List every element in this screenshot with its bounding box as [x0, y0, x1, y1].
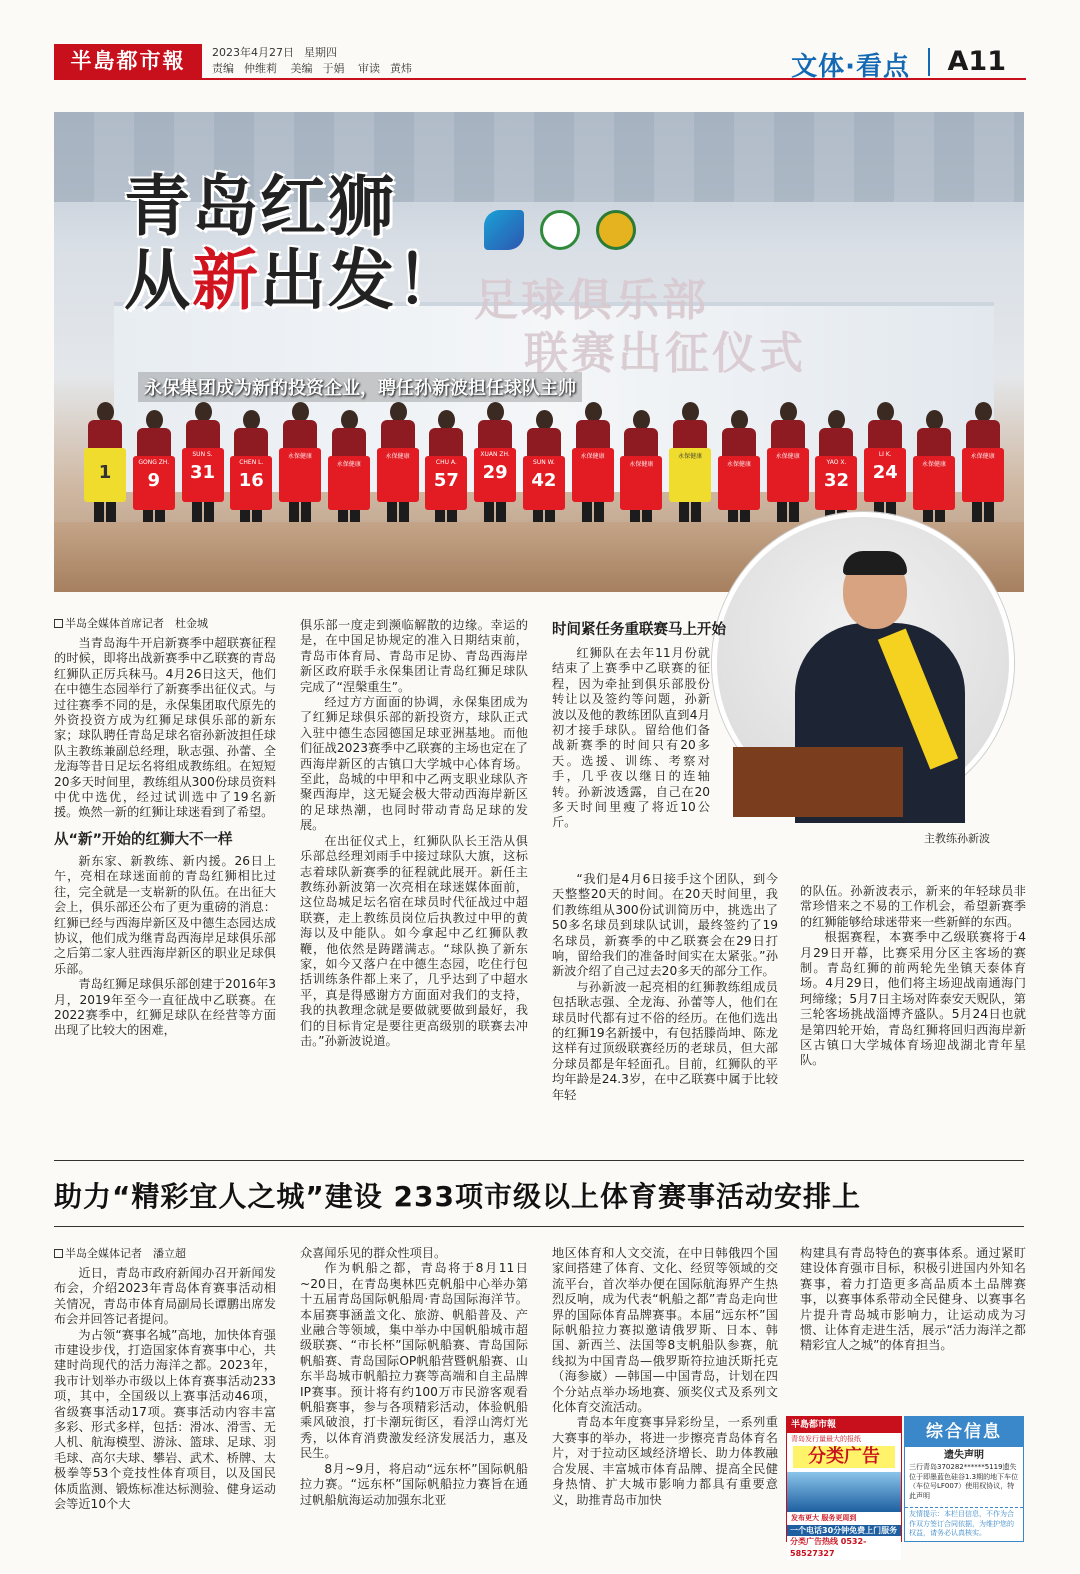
hero-title-line1: 青岛红狮 — [124, 168, 396, 245]
article2-column-1 — [54, 1246, 276, 1546]
article2-column-2 — [300, 1246, 528, 1546]
notice-title: 遗失声明 — [944, 1450, 984, 1461]
jersey-name: 永保健康 — [922, 461, 947, 468]
coach-photo[interactable] — [712, 512, 1016, 852]
article1-paragraph: 俱乐部一度走到濒临解散的边缘。幸运的是，在中国足协规定的准入日期结束前，青岛市体育局、青岛市足协、青岛西海岸新区政府联手永保集团让青岛红狮足球队完成了“涅槃重生”。 — [300, 618, 528, 694]
jersey-number: 9 — [147, 470, 161, 491]
article1-paragraph: 当青岛海牛开启新赛季中超联赛征程的时候，即将出战新赛季中乙联赛的青岛红狮队正厉兵秣马。4月26日这天，他们在中德生态园举行了新赛季出征仪式。与过往赛季不同的是，永保集团取代原先的外资投资方成为红狮足球俱乐部的新东家；球队聘任青岛足球名宿孙新波担任球队主教练兼副总经理，耿志强、孙蕾、全龙海等昔日足坛名将组成教练组。在短短20多天时间里，教练组从300份球员资料中优中选优，经过试训选中了19名新援。焕然一新的红狮让球迷看到了希望。 — [54, 636, 276, 820]
article1-paragraph: 新东家、新教练、新内援。26日上午，亮相在球迷面前的青岛红狮相比过往，完全就是一支崭新的队伍。在出征大会上，俱乐部还公布了更为重磅的消息：红狮已经与西海岸新区及中德生态园达成协议，他们成为继青岛西海岸足球俱乐部之后第二家人驻西海岸新区的职业足球俱乐部。 — [54, 853, 276, 976]
jersey-name: 永保健康 — [288, 453, 313, 460]
issue-weekday: 星期四 — [304, 46, 337, 59]
hero-title-part-b: 出发！ — [260, 242, 464, 319]
jersey — [620, 456, 662, 510]
jersey-name: 永保健康 — [336, 461, 361, 468]
designer-label: 美编 — [290, 62, 313, 75]
article1-paragraph: 根据赛程，本赛季中乙级联赛将于4月29日开幕，比赛采用分区主客场的赛制。青岛红狮的前两轮先坐镇天泰体育场。4月29日，他们将主场迎战南通海门珂缔缘；5月7日主场对阵泰安天贶队，第三轮客场挑战淄博齐盛队。5月24日也就是第四轮开始，青岛红狮将回归西海岸新区古镇口大学城体育场迎战湖北青年星队。 — [800, 930, 1026, 1068]
ad-slogan: 发布更大 服务更周到 — [791, 1514, 857, 1522]
jersey-name: CHEN L. — [239, 459, 264, 466]
article1-column-3b — [552, 872, 778, 1114]
jersey — [182, 448, 224, 502]
player-head — [780, 402, 797, 422]
ad-logo: 半島都市報 — [787, 1417, 901, 1433]
jersey-name: 永保健康 — [775, 453, 800, 460]
jersey — [913, 456, 955, 510]
reviewer-label: 审读 — [358, 62, 380, 75]
jersey-name: YAO X. — [826, 459, 847, 466]
editor-name: 仲维莉 — [244, 62, 277, 75]
player-head — [731, 410, 748, 430]
player-head — [975, 402, 992, 422]
section-name-a: 文体 — [791, 52, 846, 82]
issue-meta — [212, 45, 422, 77]
jersey — [377, 448, 419, 502]
masthead — [54, 44, 1026, 80]
jersey-name: XUAN ZH. — [480, 451, 510, 458]
jersey — [279, 448, 321, 502]
jersey-name: 永保健康 — [629, 461, 654, 468]
jersey-number: 57 — [433, 470, 459, 491]
article2-paragraph: 近日，青岛市政府新闻办召开新闻发布会，介绍2023年青岛体育赛事活动相关情况，青岛市体育局副局长谭鹏出席发布会并回答记者提问。 — [54, 1266, 276, 1327]
byline-square-icon — [54, 619, 63, 628]
article1-column-1 — [54, 616, 276, 1116]
player-head — [243, 410, 260, 430]
player-head — [146, 410, 163, 430]
article2-paragraph: 为占领“赛事名城”高地，加快体育强市建设步伐，打造国家体育赛事中心，共建时尚现代的活力海洋之都。2023年，我市计划举办市级以上体育赛事活动233项，其中，全国级以上赛事活动46项，省级赛事活动17项。赛事活动内容丰富多彩、形式多样，包括：滑冰、滑雪、无人机、航海模型、游泳、篮球、足球、羽毛球、高尔夫球、攀岩、武术、桥牌、太极拳等53个竞技性体育项目，以及国民体质监测、锻炼标准达标测验、健身运动会等近10个大 — [54, 1327, 276, 1512]
article1-subheading-2: 时间紧任务重联赛马上开始 — [552, 622, 726, 638]
jersey-name: LI K. — [878, 451, 892, 458]
player-head — [828, 410, 845, 430]
reviewer-name: 黄炜 — [390, 62, 412, 75]
jersey-name: 永保健康 — [970, 453, 995, 460]
notice-text: 三行青岛370282******5119遗失位于即墨蓝色硅谷1.3期的地下车位（车位号LF007）使用权协议，特此声明 — [909, 1463, 1019, 1500]
ad-title: 分类广告 — [793, 1446, 895, 1468]
jersey-number: 32 — [823, 470, 850, 491]
player-head — [633, 410, 650, 430]
jersey — [328, 456, 370, 510]
coach-photo-circle — [712, 512, 1014, 814]
player-head — [195, 402, 212, 422]
coach-caption: 主教练孙新波 — [924, 832, 990, 845]
divider-top — [54, 1160, 1024, 1161]
hero-subtitle: 永保集团成为新的投资企业，聘任孙新波担任球队主帅 — [138, 372, 582, 402]
classified-ad[interactable] — [786, 1416, 902, 1558]
section-title[interactable] — [791, 46, 910, 83]
jersey-number: 42 — [531, 470, 557, 491]
player-head — [926, 410, 943, 430]
article2-headline[interactable]: 助力“精彩宜人之城”建设 233项市级以上体育赛事活动安排上 — [54, 1180, 862, 1213]
player-head — [97, 402, 114, 422]
designer-name: 于娟 — [322, 62, 345, 75]
article2-paragraph: 作为帆船之都，青岛将于8月11日~20日，在青岛奥林匹克帆船中心举办第十五届青岛国际帆船周·青岛国际海洋节。本届赛事涵盖文化、旅游、帆船普及、产业融合等领域，集中举办中国帆船城市超级联赛、“市长杯”国际帆船赛、青岛国际帆船赛、青岛国际OP帆船营暨帆船赛、山东半岛城市帆船拉力赛等高端和自主品牌IP赛事。预计将有约100万市民游客观看帆船赛事，参与各项精彩活动，体验帆船乘风破浪，打卡潮玩街区，看浮山湾灯光秀，以体育消费激发经济发展活力，惠及民生。 — [300, 1261, 528, 1461]
jersey — [572, 448, 614, 502]
jersey — [425, 456, 467, 510]
player-head — [438, 410, 455, 430]
article2-paragraph: 众喜闻乐见的群众性项目。 — [300, 1246, 447, 1260]
article2-paragraph: 地区体育和人文交流，在中日韩俄四个国家间搭建了体育、文化、经贸等领域的交流平台，首次举办便在国际航海界产生热烈反响，成为代表“帆船之都”青岛走向世界的国际体育品牌赛事。本届“远东杯”国际帆船拉力赛拟邀请俄罗斯、日本、韩国、新西兰、法国等8支帆船队参赛，航线拟为中国青岛—俄罗斯符拉迪沃斯托克（海参崴）—韩国—中国青岛，计划在四个分站点举办场地赛、颁奖仪式及系列文化体育交流活动。 — [552, 1246, 778, 1415]
section-dot: · — [845, 52, 856, 82]
article1-column-2 — [300, 618, 528, 1114]
backdrop-text-1: 足球俱乐部 — [474, 275, 709, 326]
article1-paragraph: 在出征仪式上，红狮队队长王浩从俱乐部总经理刘雨手中接过球队大旗，这标志着球队新赛季的征程就此展开。新任主教练孙新波第一次亮相在球迷媒体面前，这位岛城足坛名宿在球员时代征战过中超联赛，走上教练员岗位后执教过中甲的黄海以及中能队。如今拿起中乙红狮队教鞭，他依然是踌躇满志。“球队换了新东家，如今又落户在中德生态园，吃住行包括训练条件都上来了，几乎达到了中超水平，真是得感谢方方面面对我们的支持，我的执教理念就是要做就要做到最好，我们的目标肯定是要往更高级别的联赛去冲击。”孙新波说道。 — [300, 833, 528, 1048]
article2-paragraph: 青岛本年度赛事异彩纷呈，一系列重大赛事的举办，将进一步擦亮青岛体育名片，对于拉动区域经济增长、助力体教融合发展、丰富城市体育品牌、提高全民健身热情、扩大城市影响力都具有重要意义，助推青岛市加快 — [552, 1415, 778, 1507]
article1-paragraph: “我们是4月6日接手这个团队，到今天整整20天的时间。在20天时间里，我们教练组从300份试训简历中，挑选出了50多名球员到球队试训，最终签约了19名球员，新赛季的中乙联赛会在29日打响，留给我们的准备时间实在太紧张。”孙新波介绍了自己过去20多天的部分工作。 — [552, 872, 778, 979]
article2-paragraph: 8月~9月，将启动“远东杯”国际帆船拉力赛。“远东杯”国际帆船拉力赛旨在通过帆船航海运动加强东北亚 — [300, 1461, 528, 1507]
podium — [733, 747, 903, 817]
sponsor-logos — [484, 210, 636, 250]
info-box-header: 综合信息 — [905, 1417, 1023, 1447]
jersey — [718, 456, 760, 510]
player-head — [877, 402, 894, 422]
jersey — [84, 448, 126, 502]
article1-byline-text: 半岛全媒体首席记者 杜金城 — [65, 617, 208, 630]
jersey — [815, 456, 857, 510]
editor-label: 责编 — [212, 62, 234, 75]
player-head — [682, 402, 699, 422]
jersey — [864, 448, 906, 502]
article2-column-4 — [800, 1246, 1039, 1410]
article1-paragraph: 与孙新波一起亮相的红狮教练组成员包括耿志强、全龙海、孙蕾等人，他们在球员时代都有过不俗的经历。在他们选出的红狮19名新援中，有包括滕尚坤、陈龙这样有过顶级联赛经历的老球员，但大部分球员都是年轻面孔。目前，红狮队的平均年龄是24.3岁，在中乙联赛中属于比较年轻 — [552, 979, 778, 1102]
sponsor-logo-1-icon — [484, 210, 524, 250]
ad-tagline: 青岛发行量最大的报纸 — [791, 1435, 861, 1443]
hero-title-line2 — [124, 244, 464, 318]
jersey — [962, 448, 1004, 502]
article2-byline-text: 半岛全媒体记者 潘立超 — [65, 1247, 186, 1260]
player-head — [292, 402, 309, 422]
newspaper-logo[interactable]: 半島都市報 — [54, 44, 202, 78]
coach-hair — [843, 551, 907, 575]
player-head — [585, 402, 602, 422]
jersey — [474, 448, 516, 502]
ad-hotline[interactable]: 分类广告热线 0532-58527327 — [787, 1536, 901, 1560]
jersey-name: 永保健康 — [385, 453, 410, 460]
jersey-name: 永保健康 — [580, 453, 605, 460]
article1-paragraph: 的队伍。孙新波表示，新来的年轻球员非常珍惜来之不易的工作机会，希望新赛季的红狮能够给球迷带来一些新鲜的东西。 — [800, 884, 1026, 929]
jersey-name: GONG ZH. — [138, 459, 170, 466]
jersey-name: SUN W. — [533, 459, 555, 466]
hero-title — [124, 170, 464, 318]
article2-paragraph: 构建具有青岛特色的赛事体系。通过紧盯建设体育强市目标，积极引进国内外知名赛事，着力打造更多高品质本土品牌赛事，以赛事体系带动全民健身、以赛事名片提升青岛城市影响力，让运动成为习惯、让体育走进生活，展示“活力海洋之都 精彩宜人之城”的体育担当。 — [800, 1246, 1039, 1353]
info-box[interactable] — [904, 1416, 1024, 1542]
jersey — [230, 456, 272, 510]
article1-byline — [54, 616, 276, 632]
jersey — [133, 456, 175, 510]
jersey-name: CHU A. — [435, 459, 457, 466]
notice-disclaimer: 友情提示：本栏目信息，不作为合作双方签订合同依据，为维护您的权益，请务必认真核实。 — [905, 1507, 1023, 1541]
article2-byline — [54, 1246, 276, 1262]
jersey — [669, 448, 711, 502]
article1-paragraph: 青岛红狮足球俱乐部创建于2016年3月，2019年至今一直征战中乙联赛。在2022赛季中，红狮足球队在经营等方面出现了比较大的困难， — [54, 977, 276, 1038]
city-skyline-illustration — [787, 1472, 901, 1512]
article1-column-3a — [552, 646, 710, 872]
hero-title-red: 新 — [192, 242, 260, 319]
article1-column-4 — [800, 884, 1026, 1114]
jersey-name: 永保健康 — [678, 453, 703, 460]
jersey-name: SUN S. — [192, 451, 213, 458]
backdrop-text-2: 联赛出征仪式 — [524, 328, 806, 379]
article1-paragraph: 红狮队在去年11月份就结束了上赛季中乙联赛的征程，因为牵扯到俱乐部股份转让以及签约等问题，孙新波以及他的教练团队直到4月初才接手球队。留给他们备战新赛季的时间只有20多天。选援、训练、考察对手，几乎夜以继日的连轴转。孙新波透露，自己在20多天时间里瘦了将近10公斤。 — [552, 646, 710, 830]
ad-service-line: 一个电话30分钟免费上门服务 — [787, 1525, 901, 1536]
article1-paragraph: 经过方方面面的协调，永保集团成为了红狮足球俱乐部的新投资方，球队正式入驻中德生态园德国足球亚洲基地。而他们征战2023赛季中乙联赛的主场也定在了西海岸新区的古镇口大学城中心体育场。至此，岛城的中甲和中乙两支职业球队齐聚西海岸，这无疑会极大带动西海岸新区的足球热潮，也同时带动青岛足球的发展。 — [300, 695, 528, 833]
player-head — [341, 410, 358, 430]
player-head — [487, 402, 504, 422]
jersey-number: 29 — [482, 462, 508, 483]
jersey-number: 1 — [98, 462, 112, 483]
section-divider — [928, 48, 930, 76]
article1-subheading-1: 从“新”开始的红狮大不一样 — [54, 831, 233, 848]
divider-bottom — [54, 1226, 1024, 1227]
club-crest-icon — [596, 210, 636, 250]
player-head — [390, 402, 407, 422]
hero-title-part-a: 从 — [124, 242, 192, 319]
byline-square-icon — [54, 1249, 63, 1258]
issue-date: 2023年4月27日 — [212, 46, 294, 59]
section-name-b: 看点 — [855, 52, 910, 82]
jersey-number: 16 — [238, 470, 264, 491]
article2-column-3 — [552, 1246, 778, 1546]
sponsor-logo-2-icon — [540, 210, 580, 250]
jersey — [523, 456, 565, 510]
jersey-name: 永保健康 — [726, 461, 751, 468]
jersey — [767, 448, 809, 502]
jersey-number: 31 — [190, 462, 216, 483]
jersey-number: 24 — [872, 462, 898, 483]
page-number: A11 — [947, 46, 1006, 77]
player-head — [536, 410, 553, 430]
